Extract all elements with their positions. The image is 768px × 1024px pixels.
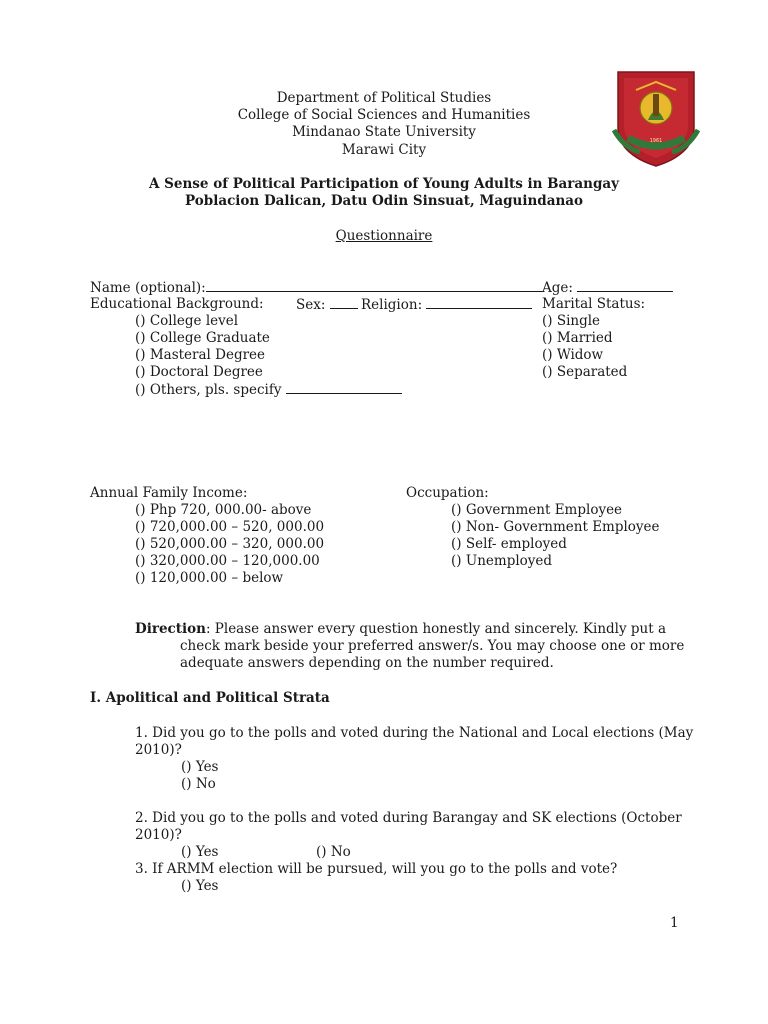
question-2-line2: 2010)? xyxy=(135,827,182,843)
q1-option-no[interactable]: () No xyxy=(181,776,216,792)
q3-option-yes[interactable]: () Yes xyxy=(181,878,219,894)
occupation-option[interactable]: () Non- Government Employee xyxy=(451,519,660,535)
document-title-line1: A Sense of Political Participation of Young Adults in Barangay xyxy=(148,176,620,192)
sex-blank[interactable] xyxy=(330,296,358,309)
marital-option[interactable]: () Single xyxy=(542,313,601,329)
age-label: Age: xyxy=(542,280,573,296)
question-1-line2: 2010)? xyxy=(135,742,182,758)
marital-option[interactable]: () Married xyxy=(542,330,613,346)
name-label: Name (optional): xyxy=(90,280,206,296)
marital-status-label: Marital Status: xyxy=(542,296,646,312)
marital-option[interactable]: () Widow xyxy=(542,347,604,363)
seal-year-text: 1961 xyxy=(649,138,663,144)
question-1-line1: 1. Did you go to the polls and voted during the National and Local elections (May xyxy=(135,725,694,741)
question-2-line1: 2. Did you go to the polls and voted during Barangay and SK elections (October xyxy=(135,810,682,826)
occupation-option[interactable]: () Self- employed xyxy=(451,536,567,552)
section-heading: I. Apolitical and Political Strata xyxy=(90,690,330,706)
q2-option-no[interactable]: () No xyxy=(316,844,351,860)
sex-field[interactable] xyxy=(296,296,358,314)
age-blank[interactable] xyxy=(577,279,673,292)
edu-option[interactable]: () College Graduate xyxy=(135,330,270,346)
direction-text-3: adequate answers depending on the number required. xyxy=(180,655,554,671)
income-option[interactable]: () 720,000.00 – 520, 000.00 xyxy=(135,519,325,535)
edu-option[interactable]: () College level xyxy=(135,313,239,329)
religion-field[interactable] xyxy=(361,296,532,314)
sex-label: Sex: xyxy=(296,297,326,313)
college-line: College of Social Sciences and Humanities xyxy=(237,107,531,123)
others-specify-blank[interactable] xyxy=(286,381,402,394)
income-option[interactable]: () 320,000.00 – 120,000.00 xyxy=(135,553,320,569)
marital-option[interactable]: () Separated xyxy=(542,364,628,380)
education-label: Educational Background: xyxy=(90,296,264,312)
direction-text-2: check mark beside your preferred answer/s. You may choose one or more xyxy=(180,638,685,654)
q2-option-yes[interactable]: () Yes xyxy=(181,844,219,860)
edu-option-others-label: () Others, pls. specify xyxy=(135,382,282,398)
income-option[interactable]: () Php 720, 000.00- above xyxy=(135,502,312,518)
age-field[interactable] xyxy=(542,279,673,297)
name-field[interactable] xyxy=(90,279,544,297)
religion-label: Religion: xyxy=(361,297,423,313)
occupation-option[interactable]: () Government Employee xyxy=(451,502,623,518)
income-label: Annual Family Income: xyxy=(90,485,248,501)
university-line: Mindanao State University xyxy=(292,124,476,140)
page-number: 1 xyxy=(670,915,679,931)
questionnaire-heading: Questionnaire xyxy=(335,228,433,244)
direction-paragraph-line1 xyxy=(135,621,666,638)
q1-option-yes[interactable]: () Yes xyxy=(181,759,219,775)
direction-text-1: : Please answer every question honestly and sincerely. Kindly put a xyxy=(205,621,667,637)
edu-option-others[interactable] xyxy=(135,381,402,399)
edu-option[interactable]: () Masteral Degree xyxy=(135,347,266,363)
edu-option[interactable]: () Doctoral Degree xyxy=(135,364,263,380)
question-3-line1: 3. If ARMM election will be pursued, will you go to the polls and vote? xyxy=(135,861,618,877)
occupation-option[interactable]: () Unemployed xyxy=(451,553,553,569)
city-line: Marawi City xyxy=(341,142,427,158)
religion-blank[interactable] xyxy=(426,296,532,309)
document-title-line2: Poblacion Dalican, Datu Odin Sinsuat, Maguindanao xyxy=(184,193,584,209)
income-option[interactable]: () 520,000.00 – 320, 000.00 xyxy=(135,536,325,552)
income-option[interactable]: () 120,000.00 – below xyxy=(135,570,284,586)
direction-label: Direction xyxy=(135,621,206,637)
department-line: Department of Political Studies xyxy=(276,90,492,106)
name-blank[interactable] xyxy=(206,279,544,292)
occupation-label: Occupation: xyxy=(406,485,489,501)
